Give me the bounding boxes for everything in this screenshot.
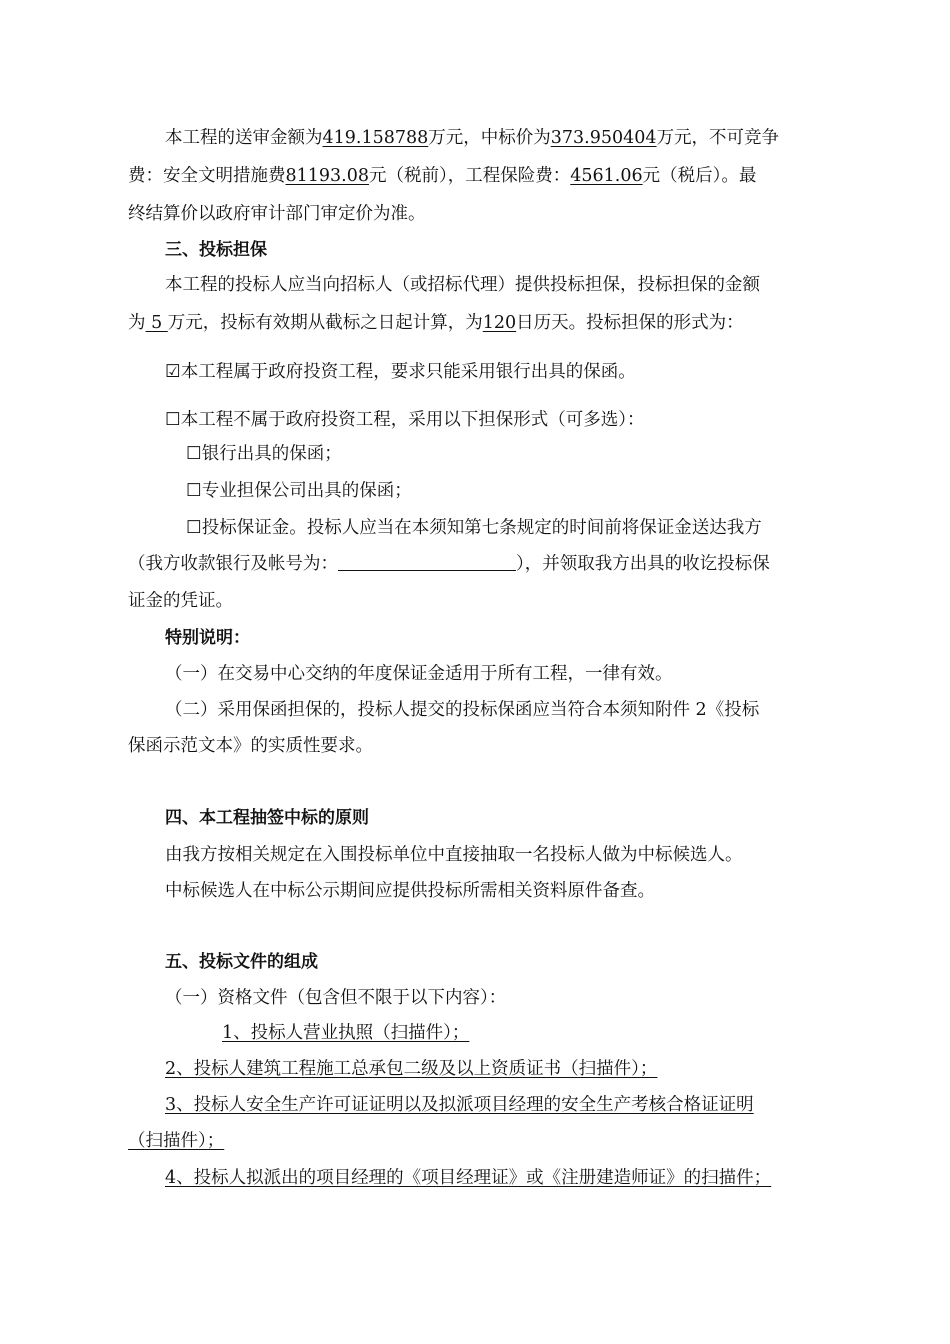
option-non-government-investment[interactable] (165, 408, 644, 432)
guarantee-line-2 (128, 311, 744, 335)
review-amount-value: 419.158788 (322, 128, 429, 148)
doc-item-3-line-2: （扫描件）； (128, 1131, 225, 1151)
doc-item-3-line-1: 3、投标人安全生产许可证证明以及拟派项目经理的安全生产考核合格证证明 (165, 1095, 754, 1115)
text: 万元，中标价为 (428, 128, 551, 148)
section-heading-lottery: 四、本工程抽签中标的原则 (165, 808, 369, 828)
checkbox-icon[interactable]: ☐ (186, 481, 202, 501)
checkbox-icon[interactable]: ☐ (165, 410, 181, 430)
text: 日历天。投标担保的形式为： (516, 313, 744, 333)
text: （我方收款银行及帐号为： (128, 554, 338, 574)
safety-fee-value: 81193.08 (285, 166, 370, 186)
bid-price-value: 373.950404 (550, 128, 657, 148)
text: ），并领取我方出具的收讫投标保 (516, 554, 770, 574)
section-heading-guarantee: 三、投标担保 (165, 240, 267, 260)
option-label: 投标保证金。投标人应当在本须知第七条规定的时间前将保证金送达我方 (201, 518, 762, 538)
text: 本工程的送审金额为 (165, 128, 323, 148)
option-guarantee-company[interactable] (186, 479, 412, 503)
validity-days-value: 120 (482, 313, 517, 333)
lottery-line-2: 中标候选人在中标公示期间应提供投标所需相关资料原件备查。 (165, 881, 655, 901)
doc-item-4: 4、投标人拟派出的项目经理的《项目经理证》或《注册建造师证》的扫描件； (165, 1168, 772, 1188)
deposit-line-3: 证金的凭证。 (128, 591, 233, 611)
option-government-investment[interactable] (165, 360, 636, 384)
section-heading-bid-documents: 五、投标文件的组成 (165, 952, 318, 972)
text: 万元，投标有效期从截标之日起计算，为 (167, 313, 483, 333)
amount-line-3: 终结算价以政府审计部门审定价为准。 (128, 204, 426, 224)
guarantee-amount-value: 5 (145, 313, 168, 333)
text: 元（税前），工程保险费： (369, 166, 571, 186)
amount-line-1 (165, 126, 779, 150)
option-label: 本工程属于政府投资工程，要求只能采用银行出具的保函。 (180, 362, 636, 382)
text: 为 (128, 313, 146, 333)
special-note-heading: 特别说明： (165, 628, 250, 648)
deposit-line-2 (128, 552, 770, 576)
doc-item-2: 2、投标人建筑工程施工总承包二级及以上资质证书（扫描件）； (165, 1059, 658, 1079)
qualification-docs-heading: （一）资格文件（包含但不限于以下内容）： (165, 988, 507, 1008)
checkbox-icon[interactable]: ☐ (186, 444, 202, 464)
text: 元（税后）。最 (642, 166, 757, 186)
option-bank-guarantee[interactable] (186, 442, 342, 466)
special-note-2-line-1: （二）采用保函担保的，投标人提交的投标保函应当符合本须知附件 2《投标 (165, 700, 760, 720)
lottery-line-1: 由我方按相关规定在入围投标单位中直接抽取一名投标人做为中标候选人。 (165, 845, 743, 865)
bank-account-blank[interactable] (338, 552, 516, 571)
option-bid-deposit[interactable] (186, 516, 762, 540)
text: 费：安全文明措施费 (128, 166, 286, 186)
option-label: 专业担保公司出具的保函； (201, 481, 412, 501)
checked-checkbox-icon[interactable]: ☑ (165, 362, 181, 382)
special-note-1: （一）在交易中心交纳的年度保证金适用于所有工程，一律有效。 (165, 664, 673, 684)
insurance-fee-value: 4561.06 (570, 166, 643, 186)
doc-item-1: 1、投标人营业执照（扫描件）； (222, 1023, 470, 1043)
option-label: 本工程不属于政府投资工程，采用以下担保形式（可多选）： (180, 410, 645, 430)
option-label: 银行出具的保函； (201, 444, 342, 464)
guarantee-line-1: 本工程的投标人应当向招标人（或招标代理）提供投标担保，投标担保的金额 (165, 275, 760, 295)
text: 万元，不可竞争 (656, 128, 780, 148)
amount-line-2 (128, 164, 756, 188)
checkbox-icon[interactable]: ☐ (186, 518, 202, 538)
special-note-2-line-2: 保函示范文本》的实质性要求。 (128, 736, 373, 756)
